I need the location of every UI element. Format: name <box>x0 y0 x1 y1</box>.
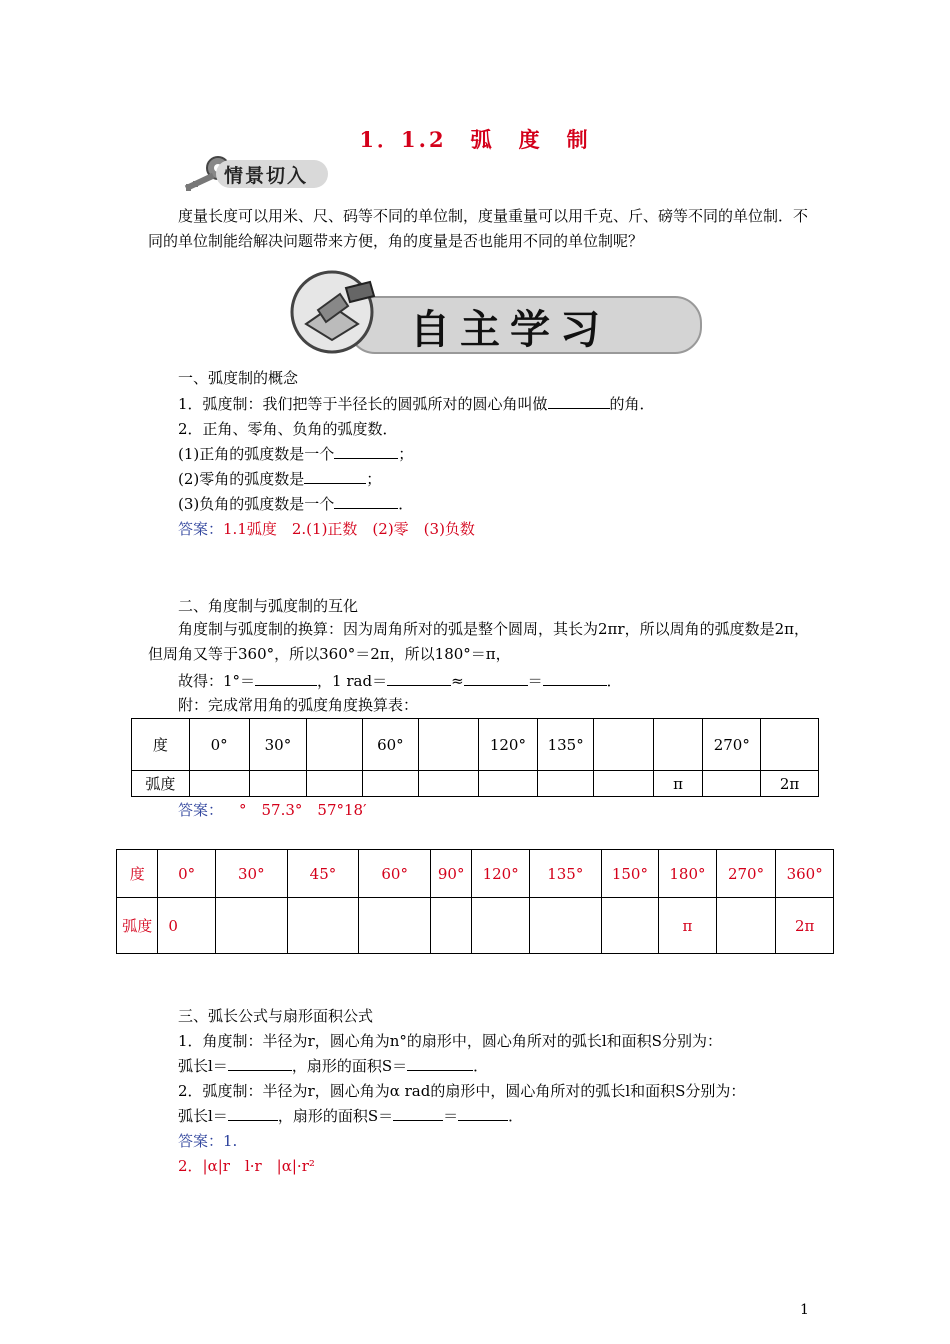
sec3-answer-2: 2．|α|r l·r |α|·r² <box>178 1157 315 1175</box>
sec3-line2: 弧长l＝ ，扇形的面积S＝ ． <box>178 1057 489 1075</box>
sec2-heading: 二、角度制与弧度制的互化 <box>178 597 359 615</box>
sec1-line4: (2)零角的弧度数是 ； <box>178 470 382 488</box>
answer-table <box>116 849 834 954</box>
table-row: 度 0° 30° 45° 60° 90° 120° 135° 150° 180° 270° 360° <box>117 850 834 898</box>
banner-scenario <box>176 152 332 198</box>
conversion-table <box>131 718 819 797</box>
sec3-heading: 三、弧长公式与扇形面积公式 <box>178 1007 374 1025</box>
sec2-formula-line: 故得：1°＝ ，1 rad＝ ≈ ＝ ． <box>178 672 622 690</box>
sec1-answer: 答案：1.1弧度 2.(1)正数 (2)零 (3)负数 <box>178 520 475 538</box>
sec3-line1: 1．角度制：半径为r，圆心角为n°的扇形中，圆心角所对的弧长l和面积S分别为： <box>178 1032 722 1050</box>
page-number: 1 <box>800 1302 809 1318</box>
banner-self-study-label: 自主学习 <box>410 306 610 353</box>
sec1-heading: 一、弧度制的概念 <box>178 369 299 387</box>
sec2-paragraph: 角度制与弧度制的换算：因为周角所对的弧是整个圆周，其长为2πr，所以周角的弧度数是2π，但周角又等于360°，所以360°＝2π，所以180°＝π， <box>148 620 809 663</box>
book-icon <box>288 266 388 356</box>
table-row: 度 0° 30° 60° 120° 135° 270° <box>132 719 819 771</box>
banner-self-study <box>288 266 700 360</box>
intro-paragraph: 度量长度可以用米、尺、码等不同的单位制，度量重量可以用千克、斤、磅等不同的单位制．不同的单位制能给解决问题带来方便，角的度量是否也能用不同的单位制呢？ <box>148 207 809 250</box>
page-title: 1．1.2 弧 度 制 <box>359 127 591 152</box>
sec3-line3: 2．弧度制：半径为r，圆心角为α rad的扇形中，圆心角所对的弧长l和面积S分别为： <box>178 1082 746 1100</box>
sec1-line5: (3)负角的弧度数是一个 ． <box>178 495 414 513</box>
sec2-table-caption: 附：完成常用角的弧度角度换算表： <box>178 696 419 714</box>
sec1-line1: 1．弧度制：我们把等于半径长的圆弧所对的圆心角叫做 的角． <box>178 395 655 413</box>
sec2-answer: 答案： ° 57.3° 57°18′ <box>178 801 367 819</box>
table-row: 弧度 0 π 2π <box>117 898 834 954</box>
banner-scenario-label: 情景切入 <box>224 165 309 187</box>
sec3-line4: 弧长l＝ ，扇形的面积S＝ ＝ ． <box>178 1107 524 1125</box>
sec3-answer: 答案：1. <box>178 1132 238 1150</box>
sec1-line2: 2．正角、零角、负角的弧度数． <box>178 420 398 438</box>
sec1-line3: (1)正角的弧度数是一个 ； <box>178 445 414 463</box>
table-row: 弧度 π 2π <box>132 771 819 797</box>
